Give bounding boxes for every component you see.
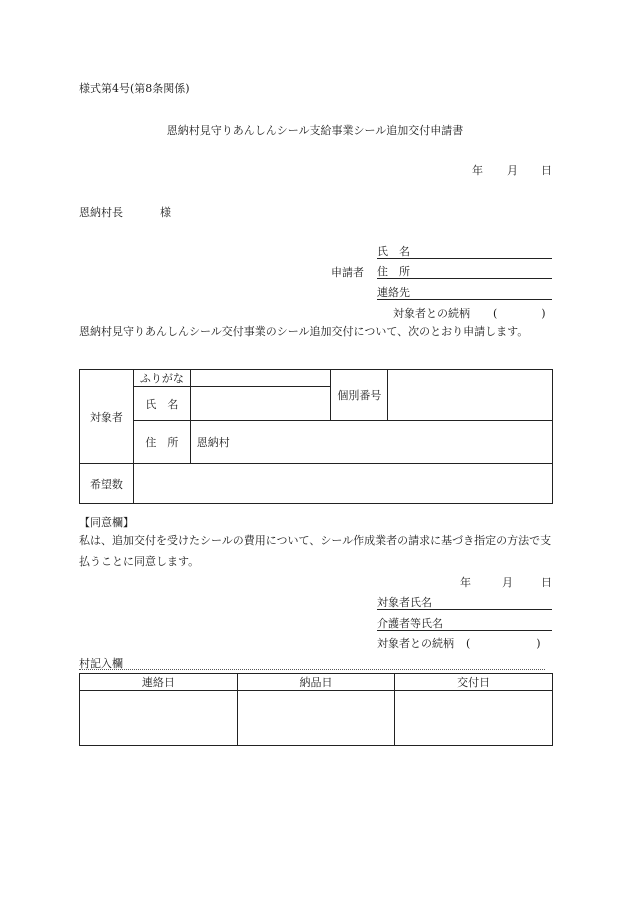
quantity-input[interactable]	[133, 464, 552, 504]
applicant-relation-field[interactable]: ( )	[493, 307, 546, 320]
delivery-date-label: 納品日	[299, 676, 333, 689]
address-label: 住 所	[145, 436, 179, 449]
furigana-label-cell	[133, 370, 190, 387]
application-statement: 恩納村見守りあんしんシール交付事業のシール追加交付について、次のとおり申請します。	[79, 325, 529, 338]
column-header-delivery-date	[237, 674, 395, 691]
contact-date-label: 連絡日	[141, 676, 175, 689]
id-input[interactable]	[388, 370, 553, 421]
applicant-label: 申請者	[331, 266, 364, 279]
village-section-heading: 村記入欄	[79, 657, 123, 670]
contact-date-input[interactable]	[80, 691, 238, 746]
furigana-input[interactable]	[190, 370, 331, 387]
delivery-date-input[interactable]	[237, 691, 395, 746]
applicant-name-label: 氏 名	[377, 245, 410, 258]
column-header-issue-date	[395, 674, 553, 691]
applicant-name-field[interactable]	[377, 243, 552, 259]
subject-label-cell	[80, 370, 134, 464]
consent-caregiver-name-field[interactable]	[377, 615, 552, 631]
address-input[interactable]	[190, 421, 552, 464]
address-value: 恩納村	[196, 436, 230, 449]
form-number: 様式第4号(第8条関係)	[79, 82, 190, 95]
consent-heading: 【同意欄】	[79, 516, 134, 529]
date-month: 月	[507, 164, 518, 177]
quantity-label-cell	[80, 464, 134, 504]
issue-date-label: 交付日	[457, 676, 491, 689]
id-label-cell	[331, 370, 388, 421]
furigana-label: ふりがな	[139, 372, 184, 385]
applicant-contact-label: 連絡先	[377, 286, 410, 299]
name-input[interactable]	[190, 387, 331, 421]
applicant-address-label: 住 所	[377, 265, 410, 278]
village-section-header	[79, 655, 545, 670]
id-label: 個別番号	[337, 389, 382, 402]
address-label-cell	[133, 421, 190, 464]
consent-caregiver-name-label: 介護者等氏名	[377, 617, 443, 630]
consent-date-day: 日	[541, 576, 552, 589]
village-table	[79, 673, 553, 746]
column-header-contact-date	[80, 674, 238, 691]
applicant-contact-field[interactable]	[377, 284, 552, 300]
quantity-label: 希望数	[89, 477, 123, 491]
consent-subject-name-label: 対象者氏名	[377, 596, 432, 609]
consent-date-year: 年	[460, 576, 471, 589]
document-title: 恩納村見守りあんしんシール支給事業シール追加交付申請書	[166, 124, 464, 137]
applicant-relation-label: 対象者との続柄	[393, 307, 470, 320]
consent-date-month: 月	[502, 576, 513, 589]
subject-table	[79, 369, 553, 504]
consent-relation-field[interactable]: ( )	[466, 637, 541, 650]
name-label-cell	[133, 387, 190, 421]
date-year: 年	[472, 164, 483, 177]
addressee-name: 恩納村長	[79, 206, 123, 219]
applicant-address-field[interactable]	[377, 263, 552, 279]
name-label: 氏 名	[145, 397, 179, 411]
date-day: 日	[541, 164, 552, 177]
consent-subject-name-field[interactable]	[377, 594, 552, 610]
consent-text: 私は、追加交付を受けたシールの費用について、シール作成業者の請求に基づき指定の方法で支払うことに同意します。	[79, 534, 552, 568]
subject-label: 対象者	[89, 410, 123, 424]
addressee-honorific: 様	[160, 206, 171, 219]
consent-relation-label: 対象者との続柄	[377, 637, 454, 650]
issue-date-input[interactable]	[395, 691, 553, 746]
